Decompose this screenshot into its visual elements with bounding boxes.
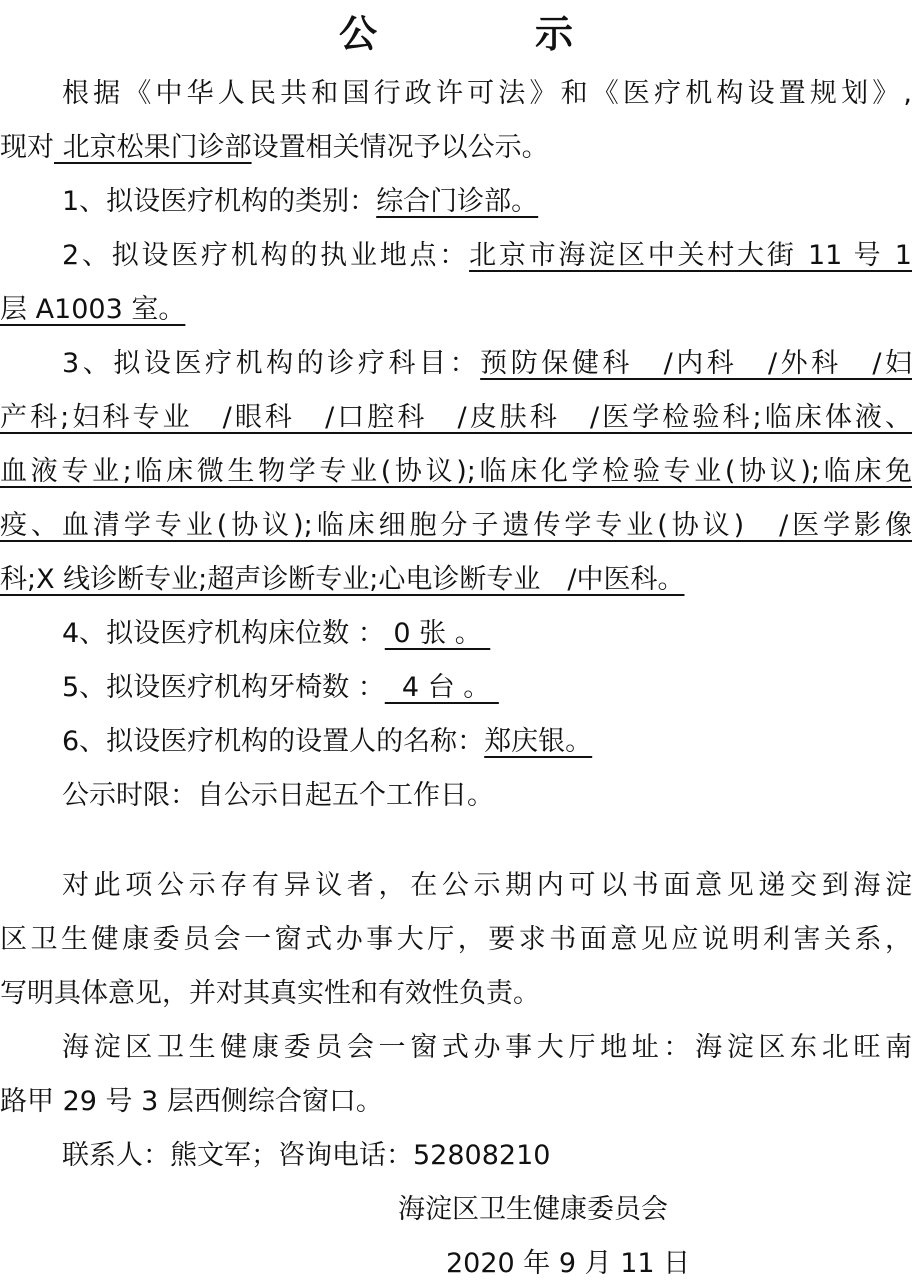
- intro-prefix: 现对: [0, 132, 54, 163]
- item-dental-chairs-label: 5、拟设医疗机构牙椅数 ：: [62, 672, 385, 703]
- item-founder-value: 郑庆银。: [484, 726, 593, 757]
- item-beds: [62, 614, 912, 654]
- item-location-value-1: 北京市海淀区中关村大街 11 号 1: [469, 240, 912, 271]
- intro-line-1: 根据《中华人民共和国行政许可法》和《医疗机构设置规划》,: [62, 78, 912, 109]
- address-line-2: 路甲 29 号 3 层西侧综合窗口。: [0, 1086, 383, 1117]
- item-founder-label: 6、拟设医疗机构的设置人的名称：: [62, 726, 485, 757]
- item-departments-value-2: 产科;妇科专业 /眼科 /口腔科 /皮肤科 /医学检验科;临床体液、: [0, 402, 912, 433]
- item-dental-chairs-value: 4 台 。: [384, 672, 499, 703]
- item-location-value-2: 层 A1003 室。: [0, 294, 186, 325]
- item-location: [62, 236, 912, 276]
- item-departments-line-3: [0, 452, 912, 492]
- item-departments-value-1: 预防保健科 /内科 /外科 /妇: [480, 348, 912, 379]
- item-departments-line-5: [0, 560, 912, 600]
- item-dental-chairs: [62, 668, 912, 708]
- item-location-label: 2、拟设医疗机构的执业地点：: [62, 240, 470, 271]
- objection-line-3: 写明具体意见，并对其真实性和有效性负责。: [0, 978, 540, 1009]
- item-departments: [62, 344, 912, 384]
- item-departments-line-2: [0, 398, 912, 438]
- item-departments-value-5: 科;X 线诊断专业;超声诊断专业;心电诊断专业 /中医科。: [0, 564, 685, 595]
- item-founder: [62, 722, 912, 762]
- item-beds-label: 4、拟设医疗机构床位数 ：: [62, 618, 385, 649]
- item-departments-value-3: 血液专业;临床微生物学专业(协议);临床化学检验专业(协议);临床免: [0, 456, 912, 487]
- notice-period: 公示时限：自公示日起五个工作日。: [62, 780, 494, 811]
- item-beds-value: 0 张 。: [384, 618, 491, 649]
- item-departments-value-4: 疫、血清学专业(协议);临床细胞分子遗传学专业(协议) /医学影像: [0, 510, 912, 541]
- item-category: [62, 182, 912, 222]
- item-category-label: 1、拟设医疗机构的类别：: [62, 186, 377, 217]
- item-location-cont: [0, 290, 912, 330]
- item-departments-label: 3、拟设医疗机构的诊疗科目：: [62, 348, 481, 379]
- address-line-1: 海淀区卫生健康委员会一窗式办事大厅地址：海淀区东北旺南: [62, 1032, 912, 1063]
- objection-line-1: 对此项公示存有异议者，在公示期内可以书面意见递交到海淀: [62, 870, 912, 901]
- objection-line-2: 区卫生健康委员会一窗式办事大厅，要求书面意见应说明利害关系，: [0, 924, 912, 955]
- institution-name: 北京松果门诊部: [54, 132, 252, 163]
- item-category-value: 综合门诊部。: [376, 186, 539, 217]
- signature-org: 海淀区卫生健康委员会: [398, 1194, 668, 1225]
- signature-date: 2020 年 9 月 11 日: [446, 1248, 691, 1279]
- intro-suffix: 设置相关情况予以公示。: [251, 132, 549, 163]
- page-title: 公 示: [338, 12, 633, 56]
- intro-line-2: [0, 128, 912, 168]
- item-departments-line-4: [0, 506, 912, 546]
- contact-info: 联系人：熊文军；咨询电话：52808210: [62, 1140, 551, 1171]
